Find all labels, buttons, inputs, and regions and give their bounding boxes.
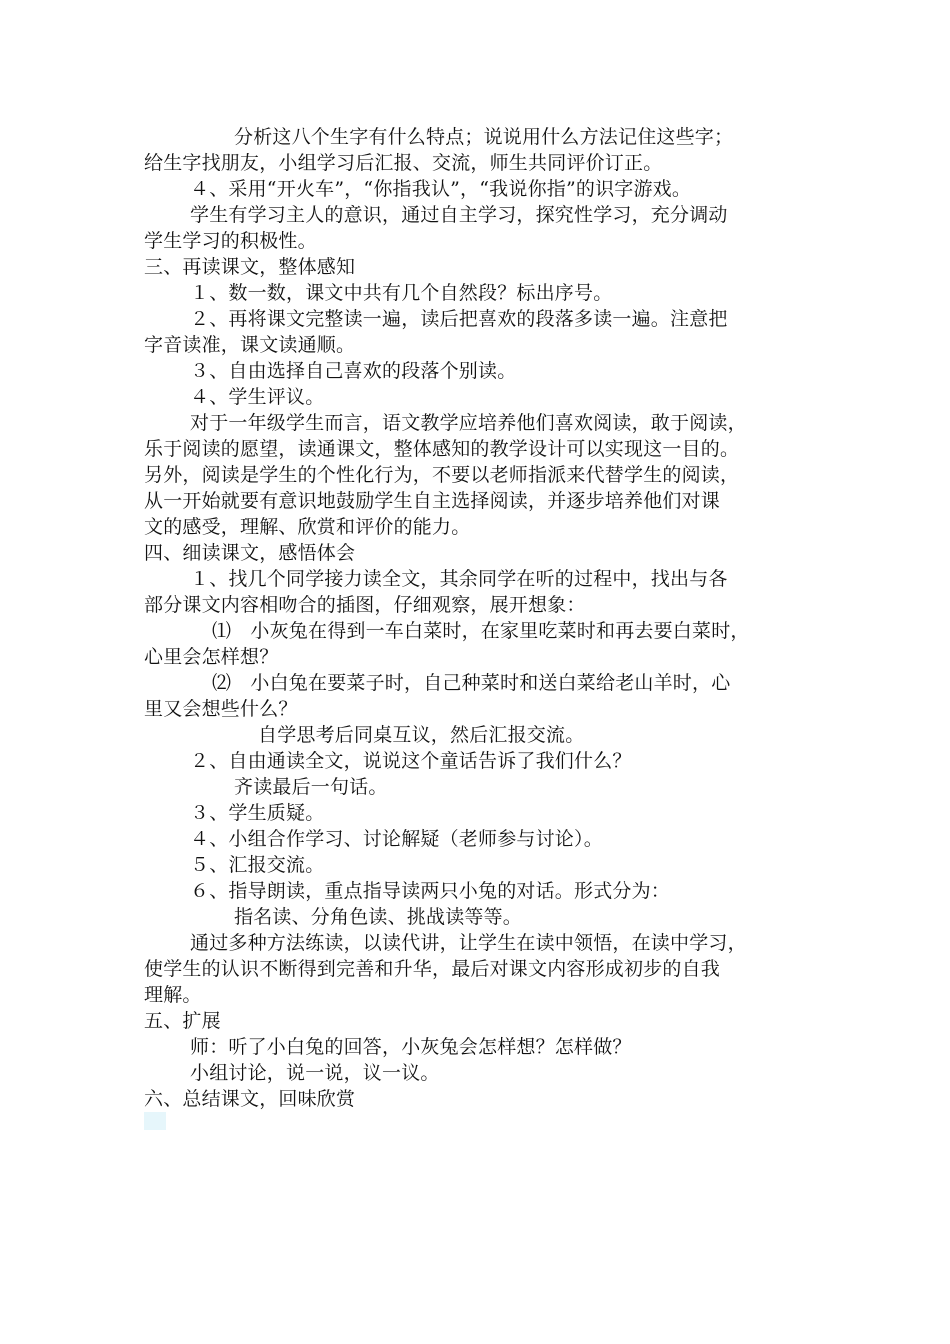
text-line: １、数一数，课文中共有几个自然段？标出序号。 — [190, 282, 613, 304]
text-line: ３、学生质疑。 — [190, 802, 325, 824]
text-line: 另外，阅读是学生的个性化行为，不要以老师指派来代替学生的阅读， — [144, 464, 740, 486]
text-line: 从一开始就要有意识地鼓励学生自主选择阅读，并逐步培养他们对课 — [144, 490, 721, 512]
text-line: 使学生的认识不断得到完善和升华，最后对课文内容形成初步的自我 — [144, 958, 721, 980]
text-line: 里又会想些什么？ — [144, 698, 298, 720]
section-heading: 五、扩展 — [144, 1010, 221, 1032]
text-line: ５、汇报交流。 — [190, 854, 325, 876]
text-line: 理解。 — [144, 984, 202, 1006]
text-line: 字音读准，课文读通顺。 — [144, 334, 356, 356]
text-line: ２、再将课文完整读一遍，读后把喜欢的段落多读一遍。注意把 — [190, 308, 728, 330]
text-line: 给生字找朋友，小组学习后汇报、交流，师生共同评价订正。 — [144, 152, 663, 174]
text-line: 分析这八个生字有什么特点；说说用什么方法记住这些字； — [234, 126, 734, 148]
text-line: 小组讨论，说一说，议一议。 — [190, 1062, 440, 1084]
section-heading: 六、总结课文，回味欣赏 — [144, 1088, 356, 1110]
text-line: ６、指导朗读，重点指导读两只小兔的对话。形式分为： — [190, 880, 671, 902]
text-line: ４、学生评议。 — [190, 386, 325, 408]
text-line: 心里会怎样想？ — [144, 646, 279, 668]
text-line: 文的感受，理解、欣赏和评价的能力。 — [144, 516, 471, 538]
text-line: ４、小组合作学习、讨论解疑（老师参与讨论）。 — [190, 828, 603, 850]
text-line: 齐读最后一句话。 — [234, 776, 388, 798]
text-line: 学生有学习主人的意识，通过自主学习，探究性学习，充分调动 — [190, 204, 728, 226]
text-line: 对于一年级学生而言，语文教学应培养他们喜欢阅读，敢于阅读， — [190, 412, 747, 434]
text-line: 自学思考后同桌互议，然后汇报交流。 — [258, 724, 585, 746]
text-line: １、找几个同学接力读全文，其余同学在听的过程中，找出与各 — [190, 568, 728, 590]
text-line: 通过多种方法练读，以读代讲，让学生在读中领悟，在读中学习， — [190, 932, 747, 954]
text-line: 乐于阅读的愿望，读通课文，整体感知的教学设计可以实现这一目的。 — [144, 438, 740, 460]
text-line: ⑴ 小灰兔在得到一车白菜时，在家里吃菜时和再去要白菜时， — [212, 620, 750, 642]
text-line: ３、自由选择自己喜欢的段落个别读。 — [190, 360, 517, 382]
section-heading: 四、细读课文，感悟体会 — [144, 542, 356, 564]
cursor-marker — [144, 1112, 166, 1130]
text-line: ４、采用“开火车”，“你指我认”，“我说你指”的识字游戏。 — [190, 178, 692, 200]
text-line: 学生学习的积极性。 — [144, 230, 317, 252]
text-line: ２、自由通读全文，说说这个童话告诉了我们什么？ — [190, 750, 632, 772]
text-line: ⑵ 小白兔在要菜子时，自己种菜时和送白菜给老山羊时，心 — [212, 672, 731, 694]
text-line: 指名读、分角色读、挑战读等等。 — [234, 906, 523, 928]
section-heading: 三、再读课文，整体感知 — [144, 256, 356, 278]
text-line: 师：听了小白兔的回答，小灰兔会怎样想？怎样做？ — [190, 1036, 632, 1058]
text-line: 部分课文内容相吻合的插图，仔细观察，展开想象： — [144, 594, 586, 616]
